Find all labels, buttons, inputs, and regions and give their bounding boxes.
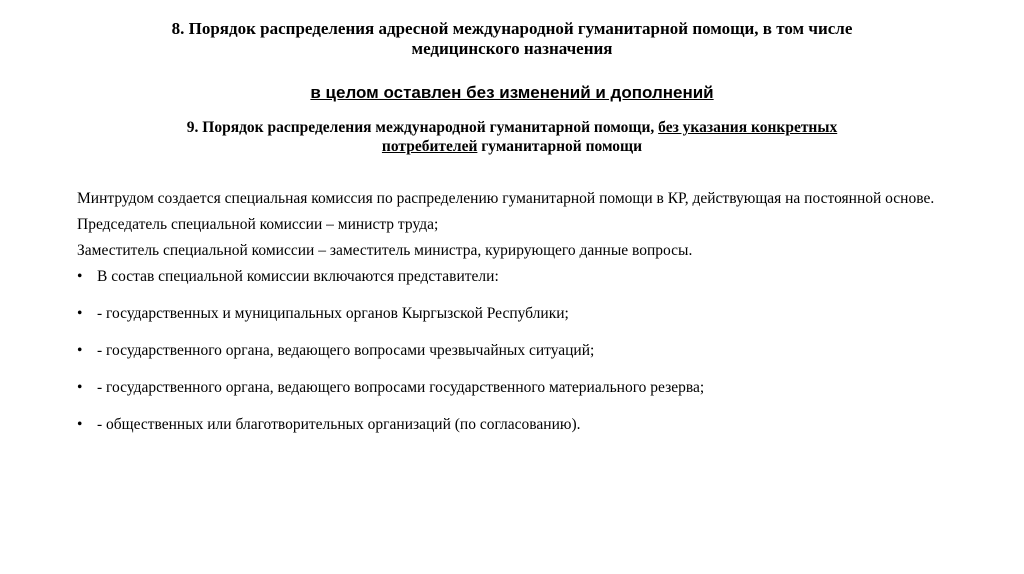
bullet-icon: • — [77, 305, 83, 322]
unchanged-note: в целом оставлен без изменений и дополнений — [310, 83, 714, 102]
bullet-icon: • — [77, 416, 83, 433]
document-body — [77, 190, 947, 453]
list-item-text: В состав специальной комиссии включаются представители: — [97, 268, 499, 285]
section-9-part-2: гуманитарной помощи — [477, 138, 643, 155]
paragraph-deputy: Заместитель специальной комиссии – заместитель министра, курирующего данные вопросы. — [77, 242, 693, 259]
section-9-part-1: 9. Порядок распределения международной гуманитарной помощи, — [186, 119, 659, 136]
section-9-underlined-1: без указания конкретных — [658, 119, 838, 136]
bullet-icon: • — [77, 379, 83, 396]
bullet-list — [77, 268, 947, 434]
list-item-text: - общественных или благотворительных организаций (по согласованию). — [97, 416, 581, 433]
list-item-text: - государственного органа, ведающего вопросами государственного материального резерва; — [97, 379, 705, 396]
paragraph-chairman: Председатель специальной комиссии – министр труда; — [77, 216, 439, 233]
list-item — [77, 416, 947, 434]
list-item-text: - государственного органа, ведающего вопросами чрезвычайных ситуаций; — [97, 342, 595, 359]
section-8-heading — [110, 19, 914, 59]
list-item-text: - государственных и муниципальных органов Кыргызской Республики; — [97, 305, 569, 322]
bullet-icon: • — [77, 268, 83, 285]
section-8-line-2: медицинского назначения — [411, 39, 613, 58]
section-9-heading — [110, 118, 914, 156]
section-9-underlined-2: потребителей — [381, 138, 478, 155]
paragraph-commission: Минтрудом создается специальная комиссия по распределению гуманитарной помощи в КР, действующая на постоянной основе. — [77, 190, 935, 207]
list-item — [77, 268, 947, 286]
list-item — [77, 305, 947, 323]
section-8-line-1: 8. Порядок распределения адресной международной гуманитарной помощи, в том числе — [171, 19, 853, 38]
list-item — [77, 379, 947, 397]
bullet-icon: • — [77, 342, 83, 359]
list-item — [77, 342, 947, 360]
